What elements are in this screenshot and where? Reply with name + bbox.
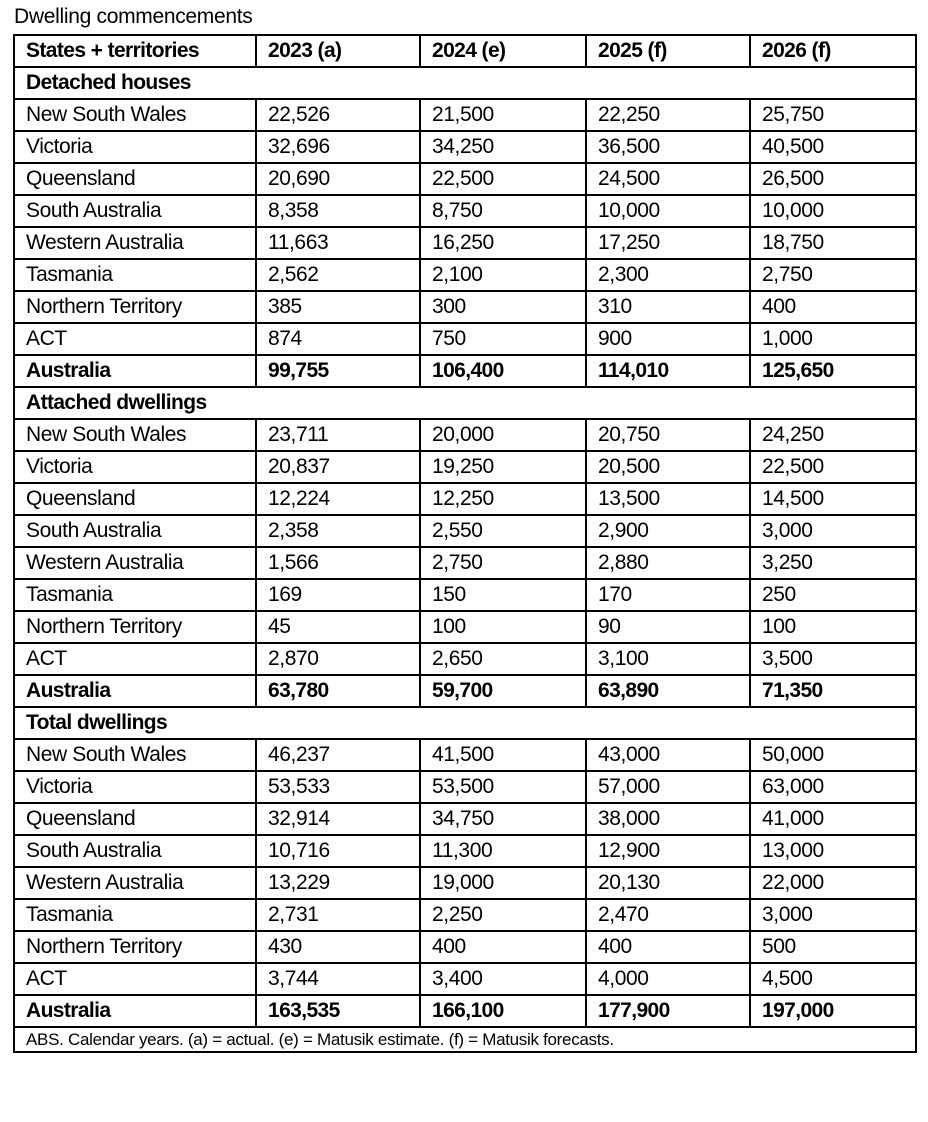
value-2023: 46,237 xyxy=(256,739,420,771)
table-row-attached-dwellings-south-australia xyxy=(14,515,916,547)
value-2025: 3,100 xyxy=(586,643,750,675)
region-name: Australia xyxy=(14,355,256,387)
value-2024: 34,750 xyxy=(420,803,586,835)
table-row-detached-houses-victoria xyxy=(14,131,916,163)
value-2023: 32,696 xyxy=(256,131,420,163)
value-2026: 197,000 xyxy=(750,995,916,1027)
value-2024: 19,250 xyxy=(420,451,586,483)
column-header-region: States + territories xyxy=(14,35,256,67)
value-2024: 8,750 xyxy=(420,195,586,227)
value-2026: 3,500 xyxy=(750,643,916,675)
value-2025: 4,000 xyxy=(586,963,750,995)
value-2024: 2,550 xyxy=(420,515,586,547)
table-row-total-dwellings-northern-territory xyxy=(14,931,916,963)
value-2024: 21,500 xyxy=(420,99,586,131)
table-row-total-dwellings-western-australia xyxy=(14,867,916,899)
region-name: New South Wales xyxy=(14,739,256,771)
value-2024: 34,250 xyxy=(420,131,586,163)
value-2025: 17,250 xyxy=(586,227,750,259)
region-name: Northern Territory xyxy=(14,931,256,963)
value-2023: 8,358 xyxy=(256,195,420,227)
table-row-attached-dwellings-northern-territory xyxy=(14,611,916,643)
value-2024: 53,500 xyxy=(420,771,586,803)
value-2026: 2,750 xyxy=(750,259,916,291)
table-row-detached-houses-northern-territory xyxy=(14,291,916,323)
value-2023: 45 xyxy=(256,611,420,643)
value-2026: 24,250 xyxy=(750,419,916,451)
section-header-total-dwellings xyxy=(14,707,916,739)
value-2025: 114,010 xyxy=(586,355,750,387)
table-row-detached-houses-act xyxy=(14,323,916,355)
value-2023: 13,229 xyxy=(256,867,420,899)
value-2026: 63,000 xyxy=(750,771,916,803)
value-2025: 2,470 xyxy=(586,899,750,931)
region-name: Western Australia xyxy=(14,867,256,899)
region-name: South Australia xyxy=(14,515,256,547)
column-header-2023: 2023 (a) xyxy=(256,35,420,67)
value-2023: 385 xyxy=(256,291,420,323)
value-2026: 18,750 xyxy=(750,227,916,259)
value-2025: 38,000 xyxy=(586,803,750,835)
table-row-total-dwellings-south-australia xyxy=(14,835,916,867)
region-name: Western Australia xyxy=(14,227,256,259)
section-heading: Attached dwellings xyxy=(14,387,916,419)
value-2024: 22,500 xyxy=(420,163,586,195)
region-name: Queensland xyxy=(14,483,256,515)
value-2023: 2,731 xyxy=(256,899,420,931)
value-2025: 2,880 xyxy=(586,547,750,579)
value-2023: 430 xyxy=(256,931,420,963)
region-name: Northern Territory xyxy=(14,611,256,643)
footnote: ABS. Calendar years. (a) = actual. (e) = Matusik estimate. (f) = Matusik forecasts. xyxy=(14,1027,916,1052)
region-name: Tasmania xyxy=(14,259,256,291)
value-2025: 20,130 xyxy=(586,867,750,899)
header-row xyxy=(14,35,916,67)
value-2025: 400 xyxy=(586,931,750,963)
value-2026: 3,000 xyxy=(750,515,916,547)
value-2026: 50,000 xyxy=(750,739,916,771)
value-2023: 2,562 xyxy=(256,259,420,291)
table-row-attached-dwellings-act xyxy=(14,643,916,675)
value-2023: 32,914 xyxy=(256,803,420,835)
value-2026: 1,000 xyxy=(750,323,916,355)
table-row-attached-dwellings-victoria xyxy=(14,451,916,483)
value-2025: 24,500 xyxy=(586,163,750,195)
table-row-total-dwellings-act xyxy=(14,963,916,995)
table-row-detached-houses-western-australia xyxy=(14,227,916,259)
section-header-detached-houses xyxy=(14,67,916,99)
value-2023: 12,224 xyxy=(256,483,420,515)
value-2024: 2,250 xyxy=(420,899,586,931)
table-title: Dwelling commencements xyxy=(14,5,253,28)
value-2024: 400 xyxy=(420,931,586,963)
value-2023: 1,566 xyxy=(256,547,420,579)
value-2026: 14,500 xyxy=(750,483,916,515)
value-2023: 20,690 xyxy=(256,163,420,195)
value-2023: 169 xyxy=(256,579,420,611)
value-2023: 20,837 xyxy=(256,451,420,483)
value-2026: 26,500 xyxy=(750,163,916,195)
value-2023: 11,663 xyxy=(256,227,420,259)
region-name: Victoria xyxy=(14,131,256,163)
total-row-total-dwellings xyxy=(14,995,916,1027)
value-2024: 59,700 xyxy=(420,675,586,707)
table-row-total-dwellings-tasmania xyxy=(14,899,916,931)
value-2026: 3,000 xyxy=(750,899,916,931)
table-row-detached-houses-tasmania xyxy=(14,259,916,291)
value-2025: 900 xyxy=(586,323,750,355)
value-2025: 12,900 xyxy=(586,835,750,867)
section-heading: Detached houses xyxy=(14,67,916,99)
value-2025: 2,300 xyxy=(586,259,750,291)
value-2023: 23,711 xyxy=(256,419,420,451)
region-name: ACT xyxy=(14,963,256,995)
value-2024: 3,400 xyxy=(420,963,586,995)
value-2026: 125,650 xyxy=(750,355,916,387)
total-row-attached-dwellings xyxy=(14,675,916,707)
region-name: New South Wales xyxy=(14,419,256,451)
value-2026: 10,000 xyxy=(750,195,916,227)
value-2025: 177,900 xyxy=(586,995,750,1027)
region-name: South Australia xyxy=(14,835,256,867)
region-name: Queensland xyxy=(14,803,256,835)
value-2025: 22,250 xyxy=(586,99,750,131)
dwelling-commencements-table xyxy=(13,34,917,1053)
value-2023: 10,716 xyxy=(256,835,420,867)
value-2025: 43,000 xyxy=(586,739,750,771)
region-name: ACT xyxy=(14,643,256,675)
region-name: Tasmania xyxy=(14,899,256,931)
footnote-row xyxy=(14,1027,916,1052)
section-heading: Total dwellings xyxy=(14,707,916,739)
value-2026: 250 xyxy=(750,579,916,611)
value-2025: 36,500 xyxy=(586,131,750,163)
column-header-2025: 2025 (f) xyxy=(586,35,750,67)
column-header-2026: 2026 (f) xyxy=(750,35,916,67)
region-name: Queensland xyxy=(14,163,256,195)
region-name: Tasmania xyxy=(14,579,256,611)
region-name: New South Wales xyxy=(14,99,256,131)
value-2024: 150 xyxy=(420,579,586,611)
value-2026: 25,750 xyxy=(750,99,916,131)
table-row-detached-houses-south-australia xyxy=(14,195,916,227)
region-name: Northern Territory xyxy=(14,291,256,323)
region-name: Victoria xyxy=(14,771,256,803)
table-row-total-dwellings-victoria xyxy=(14,771,916,803)
value-2026: 40,500 xyxy=(750,131,916,163)
total-row-detached-houses xyxy=(14,355,916,387)
value-2025: 90 xyxy=(586,611,750,643)
value-2023: 3,744 xyxy=(256,963,420,995)
region-name: Western Australia xyxy=(14,547,256,579)
value-2024: 300 xyxy=(420,291,586,323)
region-name: South Australia xyxy=(14,195,256,227)
value-2024: 12,250 xyxy=(420,483,586,515)
value-2024: 41,500 xyxy=(420,739,586,771)
value-2024: 2,650 xyxy=(420,643,586,675)
table-row-attached-dwellings-new-south-wales xyxy=(14,419,916,451)
value-2024: 11,300 xyxy=(420,835,586,867)
value-2024: 2,750 xyxy=(420,547,586,579)
table-row-attached-dwellings-queensland xyxy=(14,483,916,515)
value-2024: 19,000 xyxy=(420,867,586,899)
value-2023: 99,755 xyxy=(256,355,420,387)
value-2025: 20,500 xyxy=(586,451,750,483)
table-row-total-dwellings-queensland xyxy=(14,803,916,835)
value-2024: 750 xyxy=(420,323,586,355)
value-2024: 16,250 xyxy=(420,227,586,259)
value-2026: 3,250 xyxy=(750,547,916,579)
table-row-detached-houses-new-south-wales xyxy=(14,99,916,131)
value-2025: 13,500 xyxy=(586,483,750,515)
value-2023: 874 xyxy=(256,323,420,355)
value-2024: 100 xyxy=(420,611,586,643)
value-2025: 310 xyxy=(586,291,750,323)
value-2026: 4,500 xyxy=(750,963,916,995)
region-name: Australia xyxy=(14,675,256,707)
value-2026: 71,350 xyxy=(750,675,916,707)
value-2026: 22,000 xyxy=(750,867,916,899)
value-2023: 163,535 xyxy=(256,995,420,1027)
value-2025: 63,890 xyxy=(586,675,750,707)
value-2023: 63,780 xyxy=(256,675,420,707)
table-row-attached-dwellings-western-australia xyxy=(14,547,916,579)
value-2026: 41,000 xyxy=(750,803,916,835)
table-row-attached-dwellings-tasmania xyxy=(14,579,916,611)
value-2025: 57,000 xyxy=(586,771,750,803)
region-name: ACT xyxy=(14,323,256,355)
value-2025: 170 xyxy=(586,579,750,611)
value-2026: 500 xyxy=(750,931,916,963)
table-row-total-dwellings-new-south-wales xyxy=(14,739,916,771)
value-2024: 166,100 xyxy=(420,995,586,1027)
value-2026: 22,500 xyxy=(750,451,916,483)
value-2026: 13,000 xyxy=(750,835,916,867)
value-2025: 10,000 xyxy=(586,195,750,227)
value-2023: 22,526 xyxy=(256,99,420,131)
value-2024: 106,400 xyxy=(420,355,586,387)
value-2023: 53,533 xyxy=(256,771,420,803)
value-2023: 2,358 xyxy=(256,515,420,547)
value-2025: 2,900 xyxy=(586,515,750,547)
region-name: Victoria xyxy=(14,451,256,483)
value-2026: 100 xyxy=(750,611,916,643)
value-2024: 2,100 xyxy=(420,259,586,291)
table-row-detached-houses-queensland xyxy=(14,163,916,195)
value-2025: 20,750 xyxy=(586,419,750,451)
region-name: Australia xyxy=(14,995,256,1027)
value-2024: 20,000 xyxy=(420,419,586,451)
value-2023: 2,870 xyxy=(256,643,420,675)
section-header-attached-dwellings xyxy=(14,387,916,419)
column-header-2024: 2024 (e) xyxy=(420,35,586,67)
value-2026: 400 xyxy=(750,291,916,323)
